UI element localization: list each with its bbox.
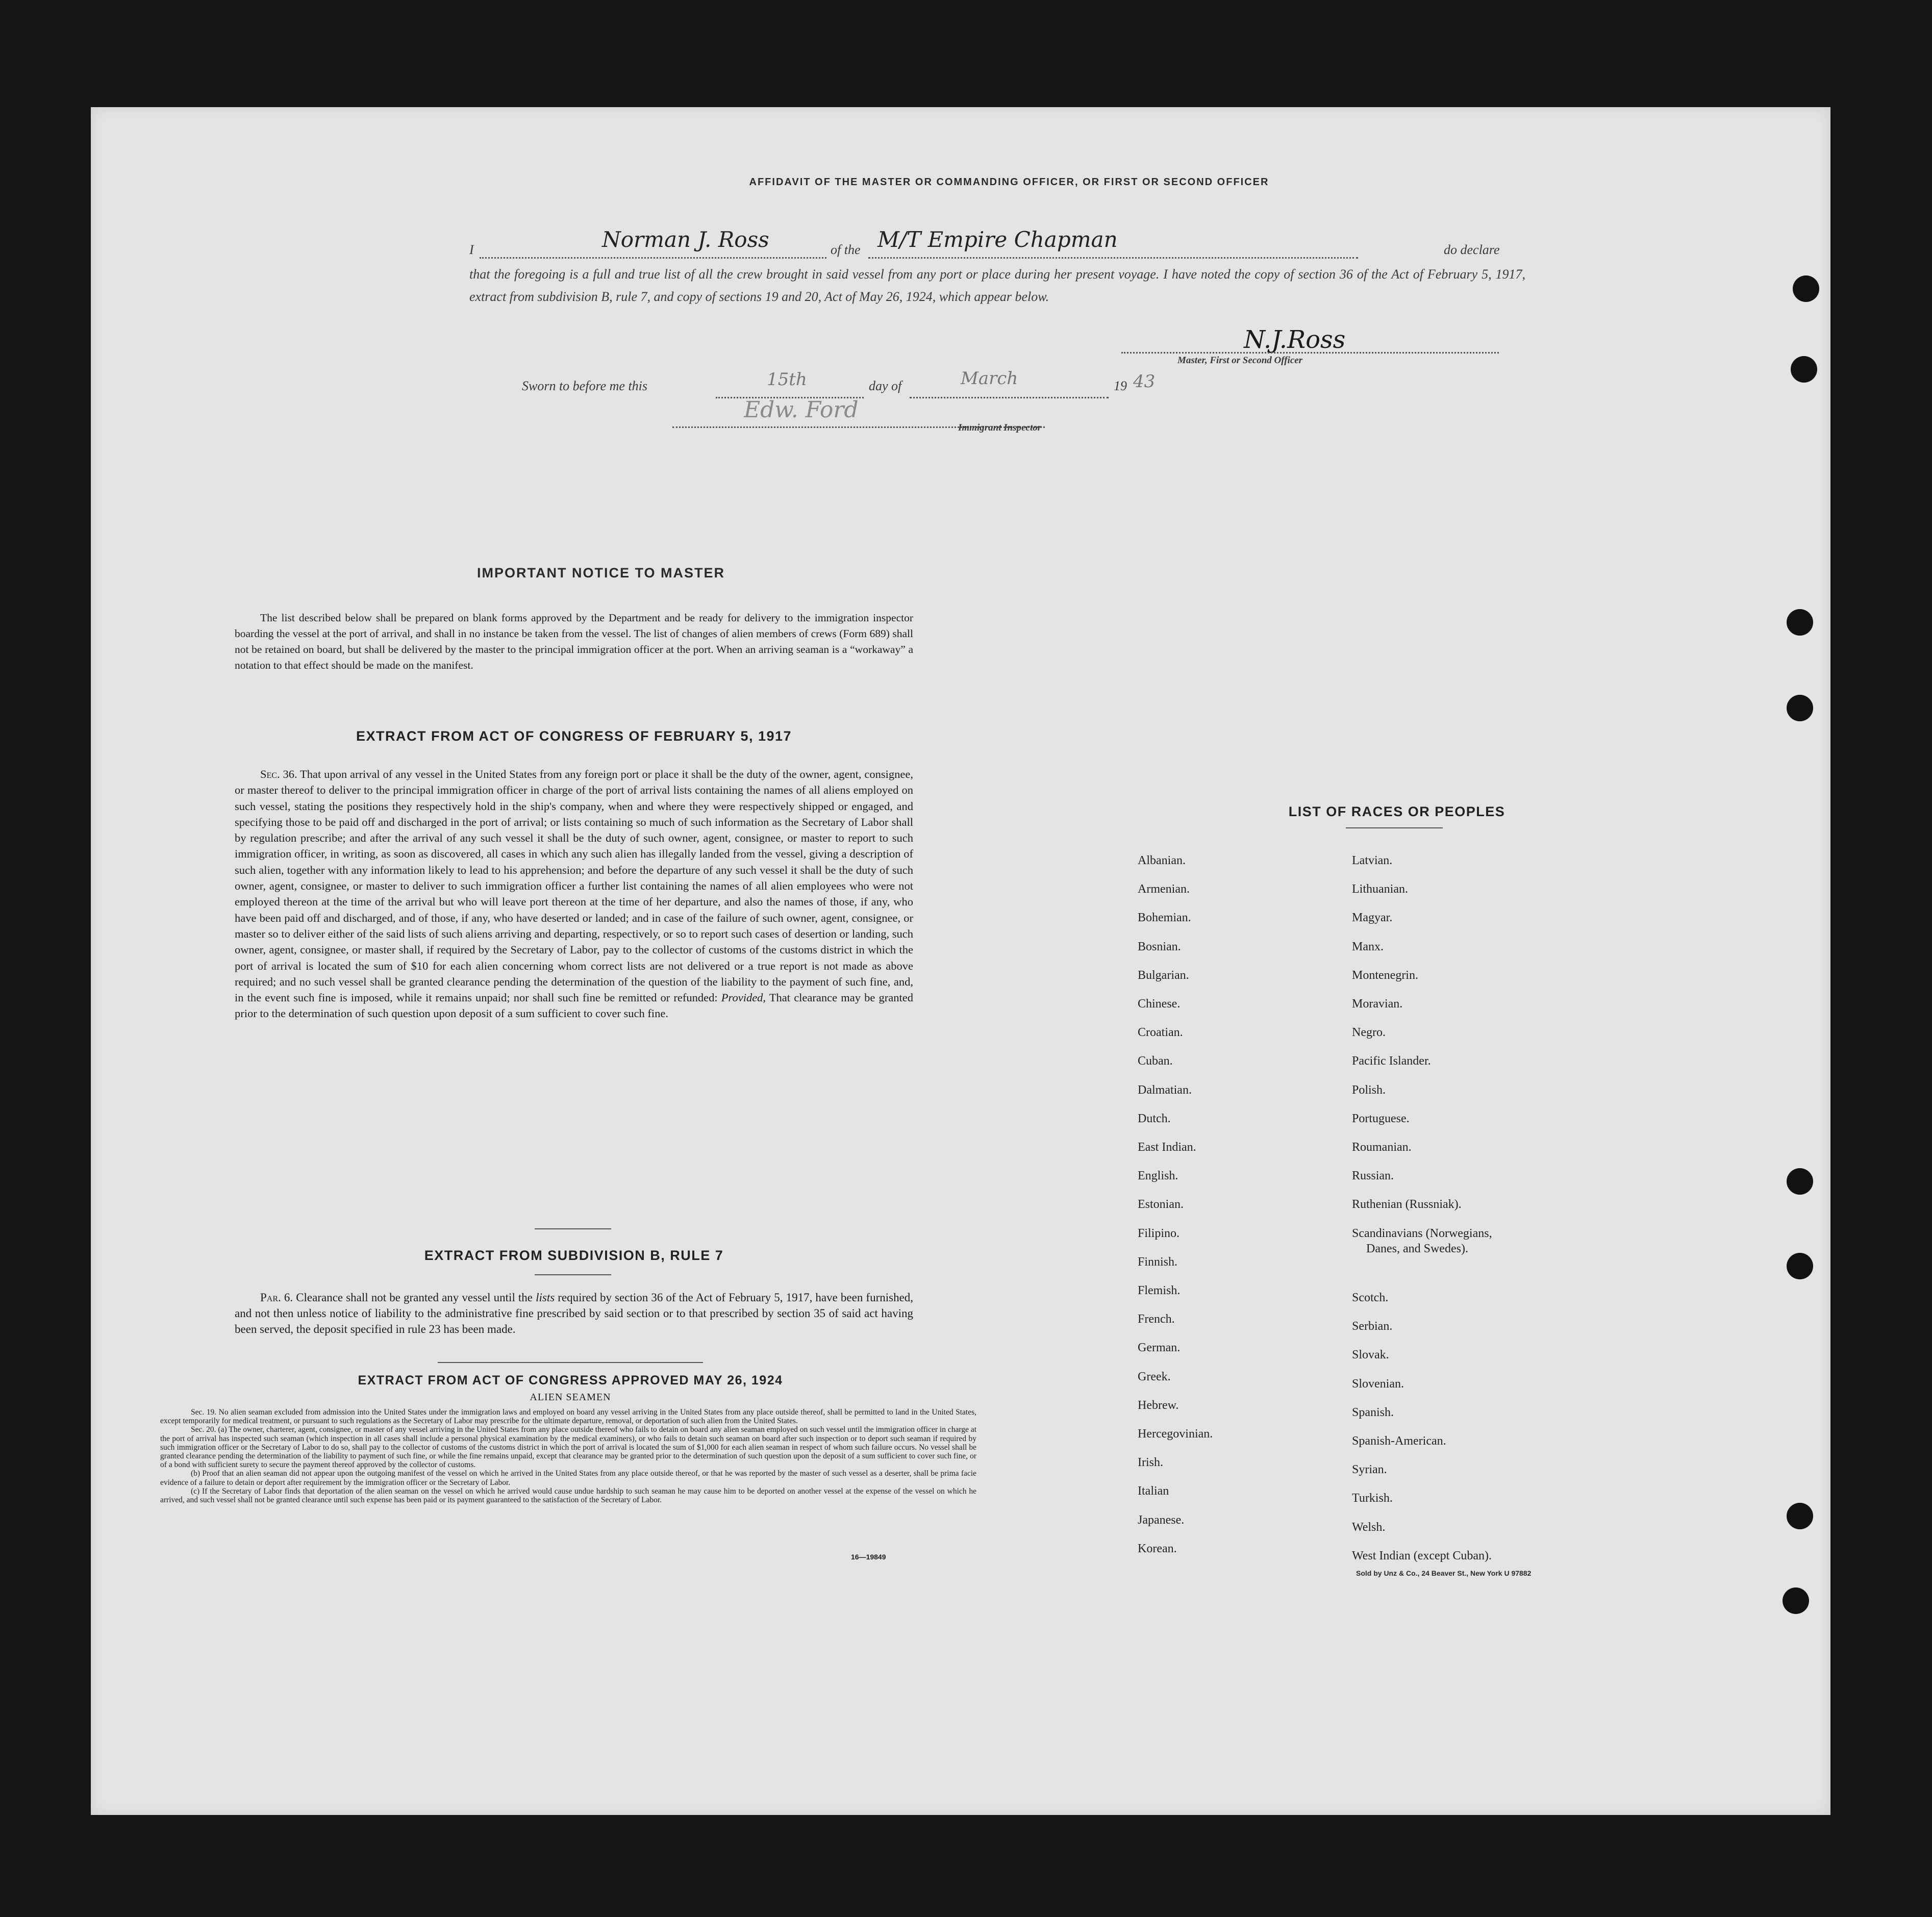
- race-item: Pacific Islander.: [1352, 1054, 1431, 1068]
- race-item: Greek.: [1138, 1370, 1171, 1383]
- extract-1924-text: [160, 1408, 976, 1504]
- sec-20a-text: Sec. 20. (a) The owner, charterer, agent, consignee, or master of any vessel arriving in the United States from any place outside thereof who fails to detain on board any alien seaman employed on such vessel until the immigration officer in charge at the port of arrival has inspected such seaman (which inspection in all cases shall include a personal physical examination by the medical examiners), or who fails to detain such seaman on board after such inspection or to deport such seaman if required by such immigration officer or the Secretary of Labor to do so, shall pay to the collector of customs of the customs district in which the port of arrival is located the sum of $1,000 for each alien seaman in respect of whom such failure occurs. No vessel shall be granted clearance pending the determination of the liability to payment of such fine, or while the fine remains unpaid, except that clearance may be granted prior to the determination of such question upon the deposit of a sum sufficient to cover such fine, or of a bond with sufficient surety to secure the payment thereof approved by the collector of customs.: [160, 1425, 976, 1470]
- sworn-day: 15th: [767, 369, 807, 390]
- vessel-name: M/T Empire Chapman: [877, 227, 1118, 252]
- do-declare-label: do declare: [1444, 242, 1500, 257]
- race-item: Welsh.: [1352, 1520, 1386, 1534]
- race-item: Dutch.: [1138, 1112, 1171, 1125]
- divider-2: [535, 1274, 611, 1275]
- master-name: Norman J. Ross: [602, 227, 769, 252]
- binder-hole: [1787, 695, 1813, 721]
- race-item: Spanish.: [1352, 1405, 1394, 1419]
- sworn-month: March: [961, 368, 1018, 389]
- divider-3: [438, 1362, 703, 1363]
- race-item: Serbian.: [1352, 1320, 1393, 1333]
- sec-36-label: Sec. 36.: [260, 768, 297, 780]
- race-item: Scandinavians (Norwegians,: [1352, 1226, 1492, 1240]
- binder-hole: [1787, 1168, 1813, 1195]
- race-item: Slovak.: [1352, 1348, 1389, 1362]
- race-item: Filipino.: [1138, 1226, 1180, 1240]
- race-item: Chinese.: [1138, 997, 1181, 1011]
- race-item: Estonian.: [1138, 1198, 1184, 1212]
- affidavit-title: AFFIDAVIT OF THE MASTER OR COMMANDING OFFICER, OR FIRST OR SECOND OFFICER: [749, 176, 1269, 188]
- inspector-caption: Immigrant Inspector: [958, 422, 1042, 433]
- sec-20b-text: (b) Proof that an alien seaman did not appear upon the outgoing manifest of the vessel on which he arrived in the United States from any place outside thereof, or that he was reported by the master of such vessel as a deserter, shall be prima facie evidence of a failure to detain or deport after requirement by the immigration officer or the Secretary of Labor.: [160, 1469, 976, 1487]
- binder-hole: [1787, 1503, 1813, 1529]
- extract-1917-heading: EXTRACT FROM ACT OF CONGRESS OF FEBRUARY 5, 1917: [356, 728, 792, 744]
- race-item: West Indian (except Cuban).: [1352, 1549, 1492, 1562]
- declaration-body: that the foregoing is a full and true list of all the crew brought in said vessel from any port or place during her present voyage. I have noted the copy of section 36 of the Act of February 5, 1917, extract from subdivision B, rule 7, and copy of sections 19 and 20, Act of May 26, 1924, which appear below.: [469, 267, 1525, 304]
- par-6-label: Par. 6.: [260, 1291, 293, 1304]
- race-item: Bulgarian.: [1138, 968, 1189, 982]
- races-divider: [1346, 827, 1443, 828]
- provided-word: Provided,: [721, 991, 766, 1004]
- sec-36-text-a: That upon arrival of any vessel in the United States from any foreign port or place it shall be the duty of the owner, agent, consignee, or master thereof to deliver to the principal immigration officer in charge of the port of arrival lists containing the names of all aliens employed on such vessel, stating the positions they respectively hold in the ship's company, when and where they were respectively shipped or engaged, and specifying those to be paid off and discharged in the port of arrival; or lists containing so much of such information as the Secretary of Labor shall by regulation prescribe; and after the arrival of any such vessel it shall be the duty of such owner, agent, consignee, or master to report to such immigration officer, in writing, as soon as discovered, all cases in which any such alien has illegally landed from the vessel, giving a description of such alien, together with any information likely to lead to his apprehension; and before the departure of any such vessel it shall be the duty of such owner, agent, consignee, or master to deliver to such immigration officer a further list containing the names of all alien employees who were not employed thereon at the time of the arrival but who will leave port thereon at the time of her departure, and also the names of those, if any, who have been paid off and discharged, and of those, if any, who have deserted or landed; and in case of the failure of such owner, agent, consignee, or master so to deliver either of the said lists of such aliens arriving and departing, respectively, or so to report such cases of desertion or landing, such owner, agent, consignee, or master shall, if required by the Secretary of Labor, pay to the collector of customs of the customs district in which the port of arrival is located the sum of $10 for each alien concerning whom correct lists are not delivered or a true report is not made as above required; and no such vessel shall be granted clearance pending the determination of the question of the liability to the payment of such fine, and, in the event such fine is imposed, while it remains unpaid; nor shall such fine be remitted or refunded:: [235, 768, 914, 1004]
- race-item: German.: [1138, 1341, 1181, 1355]
- race-item: Magyar.: [1352, 911, 1393, 925]
- sec-36-text-b: That clearance may be granted prior to the determination of such question upon deposit of a sum sufficient to cover such fine.: [235, 991, 914, 1020]
- binder-hole: [1791, 356, 1817, 383]
- document-page: [91, 107, 1830, 1815]
- inspector-signature: Edw. Ford: [744, 397, 859, 423]
- year-prefix: 19: [1114, 379, 1127, 393]
- notice-text: The list described below shall be prepared on blank forms approved by the Department and be ready for delivery to the immigration inspector boarding the vessel at the port of arrival, and shall in no instance be taken from the vessel. The list of changes of alien members of crews (Form 689) shall not be retained on board, but shall be delivered by the master to the principal immigration officer at the port. When an arriving seaman is a “workaway” a notation to that effect should be made on the manifest.: [235, 612, 913, 671]
- race-item: Moravian.: [1352, 997, 1403, 1011]
- race-item: Lithuanian.: [1352, 882, 1408, 896]
- race-item: Danes, and Swedes).: [1366, 1242, 1468, 1255]
- sec-19-text: Sec. 19. No alien seaman excluded from admission into the United States under the immigration laws and employed on board any vessel arriving in the United States from any place outside thereof, shall be permitted to land in the United States, except temporarily for medical treatment, or pursuant to such regulations as the Secretary of Labor may prescribe for the ultimate departure, removal, or deportation of such alien from the United States.: [160, 1408, 976, 1426]
- race-item: Scotch.: [1352, 1291, 1389, 1304]
- of-the-label: of the: [831, 242, 861, 257]
- race-item: Manx.: [1352, 940, 1384, 953]
- sworn-year: 43: [1133, 371, 1156, 392]
- race-item: English.: [1138, 1169, 1178, 1183]
- binder-hole: [1793, 275, 1819, 302]
- declaration-i: I: [469, 242, 474, 257]
- race-item: French.: [1138, 1313, 1175, 1326]
- race-item: Korean.: [1138, 1542, 1177, 1555]
- extract-1917-text: [235, 766, 913, 1022]
- affidavit-declaration: [469, 227, 1525, 308]
- race-item: Montenegrin.: [1352, 968, 1418, 982]
- rule-7-text: [235, 1290, 913, 1337]
- form-number: 16—19849: [851, 1553, 886, 1561]
- race-item: Bohemian.: [1138, 911, 1191, 925]
- rule-7-heading: EXTRACT FROM SUBDIVISION B, RULE 7: [424, 1248, 724, 1263]
- race-item: Albanian.: [1138, 854, 1186, 867]
- race-item: Polish.: [1352, 1083, 1386, 1097]
- race-item: Latvian.: [1352, 854, 1393, 867]
- race-item: Hebrew.: [1138, 1398, 1179, 1412]
- extract-1924-heading: EXTRACT FROM ACT OF CONGRESS APPROVED MAY 26, 1924: [358, 1373, 783, 1388]
- race-item: Slovenian.: [1352, 1377, 1404, 1391]
- race-item: Spanish-American.: [1352, 1434, 1446, 1448]
- race-item: Bosnian.: [1138, 940, 1181, 953]
- sec-20c-text: (c) If the Secretary of Labor finds that deportation of the alien seaman on the vessel on which he arrived would cause undue hardship to such seaman he may cause him to be deported on another vessel at the expense of the vessel on which he arrived, and such vessel shall not be granted clearance until such expense has been paid or its payment guaranteed to the satisfaction of the Secretary of Labor.: [160, 1486, 976, 1505]
- race-item: Croatian.: [1138, 1026, 1183, 1040]
- race-item: Portuguese.: [1352, 1112, 1410, 1125]
- divider-1: [535, 1228, 611, 1229]
- race-item: Negro.: [1352, 1026, 1386, 1040]
- race-item: Flemish.: [1138, 1284, 1181, 1297]
- binder-hole: [1783, 1587, 1809, 1614]
- race-item: Irish.: [1138, 1456, 1163, 1470]
- race-item: Italian: [1138, 1484, 1169, 1498]
- lists-word: lists: [536, 1291, 555, 1304]
- binder-hole: [1787, 609, 1813, 636]
- declaration-line-1: [469, 227, 1525, 263]
- day-of-label: day of: [869, 379, 902, 393]
- sold-by-footer: Sold by Unz & Co., 24 Beaver St., New York U 97882: [1356, 1569, 1532, 1577]
- race-item: Armenian.: [1138, 882, 1190, 896]
- race-item: Syrian.: [1352, 1463, 1387, 1477]
- sworn-line: [522, 368, 1226, 404]
- race-item: Roumanian.: [1352, 1141, 1412, 1154]
- race-item: Japanese.: [1138, 1513, 1185, 1527]
- par-6-text-a: Clearance shall not be granted any vessel until the: [296, 1291, 533, 1304]
- master-signature-line: [1121, 352, 1499, 354]
- sworn-prefix: Sworn to before me this: [522, 379, 648, 393]
- race-item: Russian.: [1352, 1169, 1394, 1183]
- par-6-text-b: required by section 36 of the Act of February 5, 1917, have been furnished, and not then unless notice of liability to the administrative fine prescribed by said section or to that prescribed by section 35 of said act having been served, the deposit specified in rule 23 has been made.: [235, 1291, 914, 1335]
- race-item: Finnish.: [1138, 1255, 1178, 1269]
- master-signature-caption: Master, First or Second Officer: [1177, 355, 1303, 366]
- race-item: Ruthenian (Russniak).: [1352, 1198, 1462, 1212]
- races-heading: LIST OF RACES OR PEOPLES: [1288, 804, 1506, 819]
- alien-seamen-subheading: ALIEN SEAMEN: [530, 1392, 611, 1403]
- race-item: Dalmatian.: [1138, 1083, 1192, 1097]
- race-item: Hercegovinian.: [1138, 1427, 1213, 1441]
- notice-heading: IMPORTANT NOTICE TO MASTER: [477, 565, 725, 581]
- race-item: Turkish.: [1352, 1492, 1393, 1505]
- race-item: East Indian.: [1138, 1141, 1196, 1154]
- master-signature: N.J.Ross: [1244, 325, 1346, 354]
- race-item: Cuban.: [1138, 1054, 1173, 1068]
- binder-hole: [1787, 1253, 1813, 1279]
